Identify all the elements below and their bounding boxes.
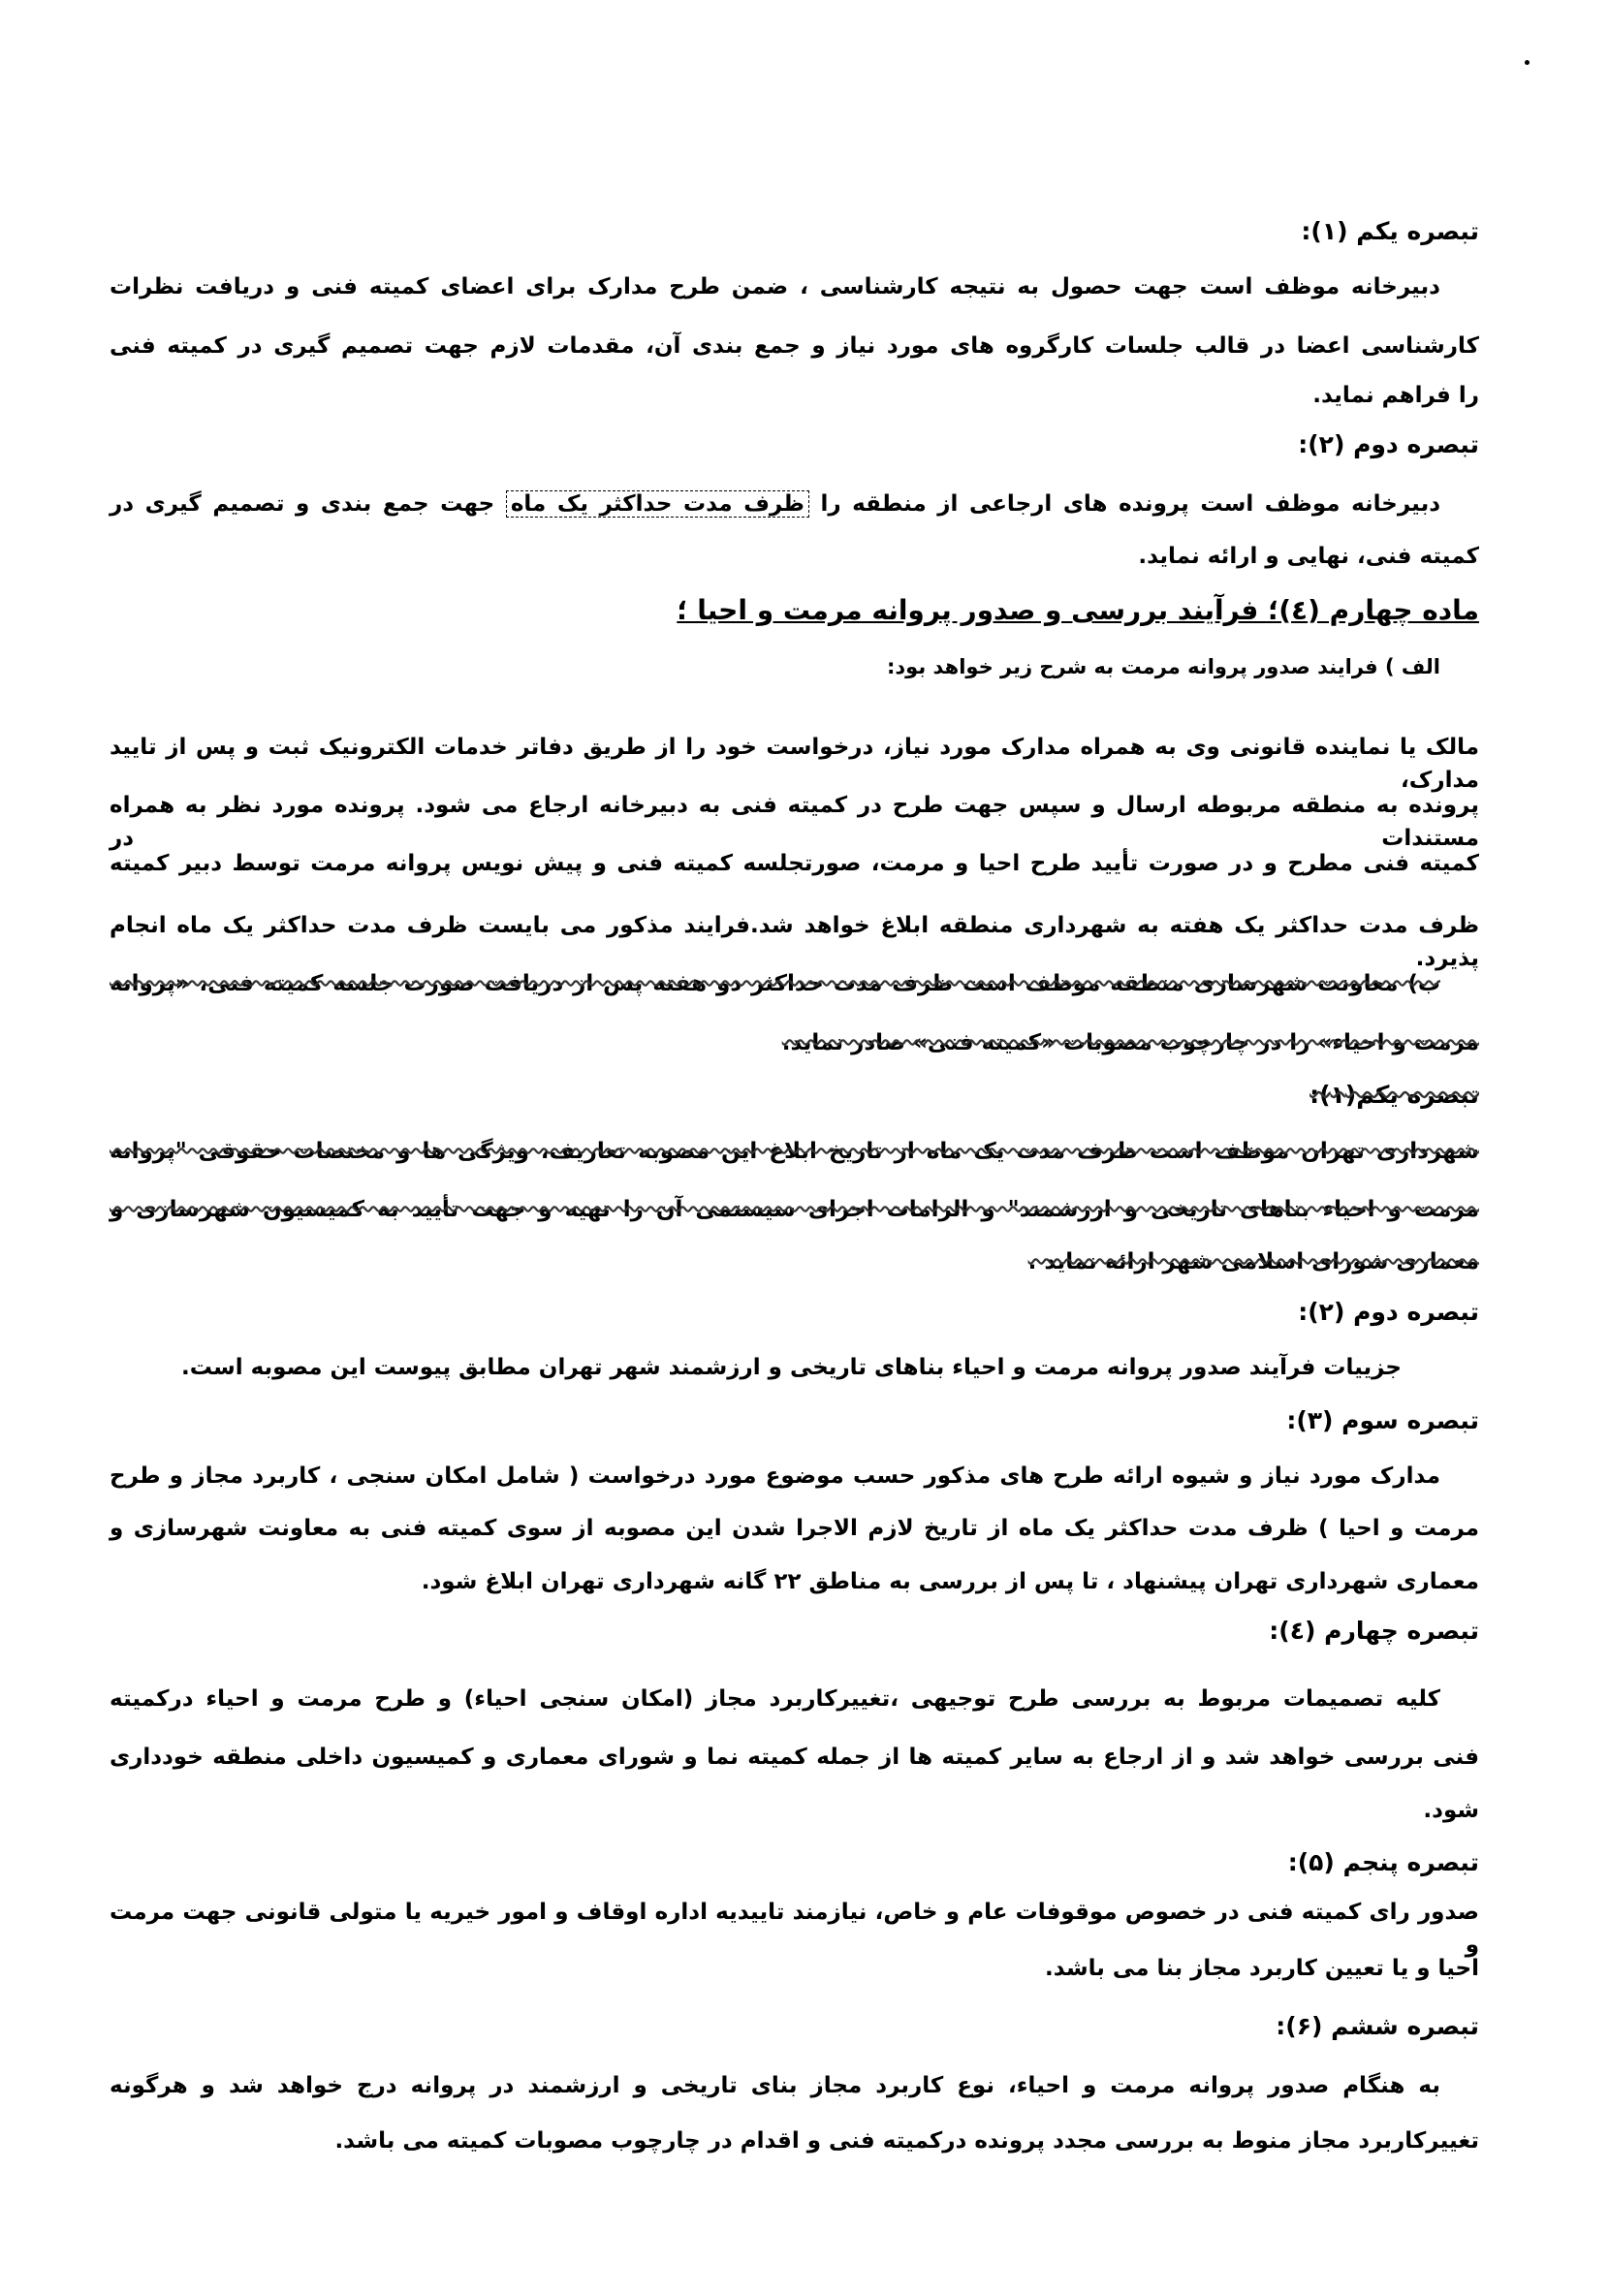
paragraph-line: معماری شهرداری تهران پیشنهاد ، تا پس از بررسی به مناطق ۲۲ گانه شهرداری تهران ابلاغ شود. [421, 1569, 1479, 1594]
paragraph-line: مرمت و احیا ) ظرف مدت حداکثر یک ماه از تاریخ لازم الاجرا شدن این مصوبه از سوی کمیته فنی به معاونت شهرسازی و [110, 1516, 1479, 1541]
struck-line: شهرداری تهران موظف است ظرف مدت یک ماه از تاریخ ابلاغ این مصوبه تعاریف، ویژگی ها و مختصات حقوقی "پروانه [110, 1139, 1479, 1164]
paragraph-line: احیا و یا تعیین کاربرد مجاز بنا می باشد. [1045, 1956, 1479, 1981]
subsection-intro: الف ) فرایند صدور پروانه مرمت به شرح زیر خواهد بود: [886, 655, 1440, 678]
paragraph-line: به هنگام صدور پروانه مرمت و احیاء، نوع کاربرد مجاز بنای تاریخی و ارزشمند در پروانه درج خواهد شد و هرگونه [110, 2073, 1440, 2098]
section-heading: تبصره دوم (۲): [1298, 430, 1479, 458]
paragraph-line: کمیته فنی مطرح و در صورت تأیید طرح احیا و مرمت، صورتجلسه کمیته فنی و پیش نویس پروانه مرمت توسط دبیر کمیته [110, 851, 1479, 876]
section-heading: تبصره چهارم (٤): [1269, 1617, 1479, 1645]
paragraph-line [110, 488, 1479, 520]
text: جهت جمع بندی و تصمیم گیری در [110, 491, 495, 517]
scan-speck [1525, 60, 1530, 65]
paragraph-line: فنی بررسی خواهد شد و از ارجاع به سایر کمیته ها از جمله کمیته نما و شورای معماری و کمیسیون داخلی منطقه خودداری [110, 1745, 1479, 1770]
paragraph-line: کمیته فنی، نهایی و ارائه نماید. [1138, 544, 1479, 569]
section-heading: تبصره سوم (۳): [1286, 1406, 1479, 1434]
struck-line: ب) معاونت شهرسازی منطقه موظف است ظرف مدت حداکثر دو هفته پس از دریافت صورت جلسه کمیته فنی، «پروانه [110, 971, 1440, 996]
paragraph-line: مدارک مورد نیاز و شیوه ارائه طرح های مذکور حسب موضوع مورد درخواست ( شامل امکان سنجی ، کاربرد مجاز و طرح [110, 1463, 1440, 1489]
paragraph-line: کلیه تصمیمات مربوط به بررسی طرح توجیهی ،تغییرکاربرد مجاز (امکان سنجی احیاء) و طرح مرمت و احیاء درکمیته [110, 1686, 1440, 1712]
section-heading: تبصره یکم (۱): [1301, 217, 1479, 245]
struck-line: معماری شورای اسلامی شهر ارائه نماید . [1027, 1249, 1479, 1274]
paragraph-line: مالک یا نماینده قانونی وی به همراه مدارک مورد نیاز، درخواست خود را از طریق دفاتر خدمات الکترونیک ثبت و پس از تایید مدارک، [110, 735, 1479, 793]
section-heading: تبصره ششم (۶): [1276, 2012, 1479, 2040]
paragraph-line: شود. [1423, 1798, 1479, 1823]
struck-line: مرمت و احیاء» را در چارچوب مصوبات «کمیته فنی» صادر نماید. [781, 1030, 1479, 1055]
paragraph-line: تغییرکاربرد مجاز منوط به بررسی مجدد پرونده درکمیته فنی و اقدام در چارچوب مصوبات کمیته می باشد. [334, 2128, 1479, 2154]
paragraph-line: جزییات فرآیند صدور پروانه مرمت و احیاء بناهای تاریخی و ارزشمند شهر تهران مطابق پیوست این مصوبه است. [181, 1355, 1402, 1380]
paragraph-line: را فراهم نماید. [1312, 383, 1479, 408]
paragraph-line: ظرف مدت حداکثر یک هفته به شهرداری منطقه ابلاغ خواهد شد.فرایند مذکور می بایست ظرف مدت حداکثر یک ماه انجام پذیرد. [110, 913, 1479, 971]
boxed-annotation: ظرف مدت حداکثر یک ماه [506, 490, 809, 518]
article-heading: ماده چهارم (٤)؛ فرآیند بررسی و صدور پروانه مرمت و احیا ؛ [677, 594, 1479, 626]
paragraph-line: دبیرخانه موظف است جهت حصول به نتیجه کارشناسی ، ضمن طرح مدارک برای اعضای کمیته فنی و دریافت نظرات [110, 274, 1440, 299]
paragraph-line: پرونده به منطقه مربوطه ارسال و سپس جهت طرح در کمیته فنی به دبیرخانه ارجاع می شود. پرونده مورد نظر به همراه مستندات در [110, 793, 1479, 851]
section-heading: تبصره پنجم (۵): [1287, 1848, 1479, 1876]
section-heading: تبصره دوم (۲): [1298, 1298, 1479, 1326]
paragraph-line: صدور رای کمیته فنی در خصوص موقوفات عام و خاص، نیازمند تاییدیه اداره اوقاف و امور خیریه یا متولی قانونی جهت مرمت و [110, 1900, 1479, 1958]
section-heading: تبصره یکم(۱): [1309, 1081, 1479, 1109]
text: دبیرخانه موظف است پرونده های ارجاعی از منطقه را [820, 491, 1441, 517]
paragraph-line: کارشناسی اعضا در قالب جلسات کارگروه های مورد نیاز و جمع بندی آن، مقدمات لازم جهت تصمیم گیری در کمیته فنی [110, 333, 1479, 359]
struck-line: مرمت و احیاء بناهای تاریخی و ارزشمند" و الزامات اجرای سیستمی آن را تهیه و جهت تأیید به کمیسیون شهرسازی و [110, 1197, 1479, 1222]
